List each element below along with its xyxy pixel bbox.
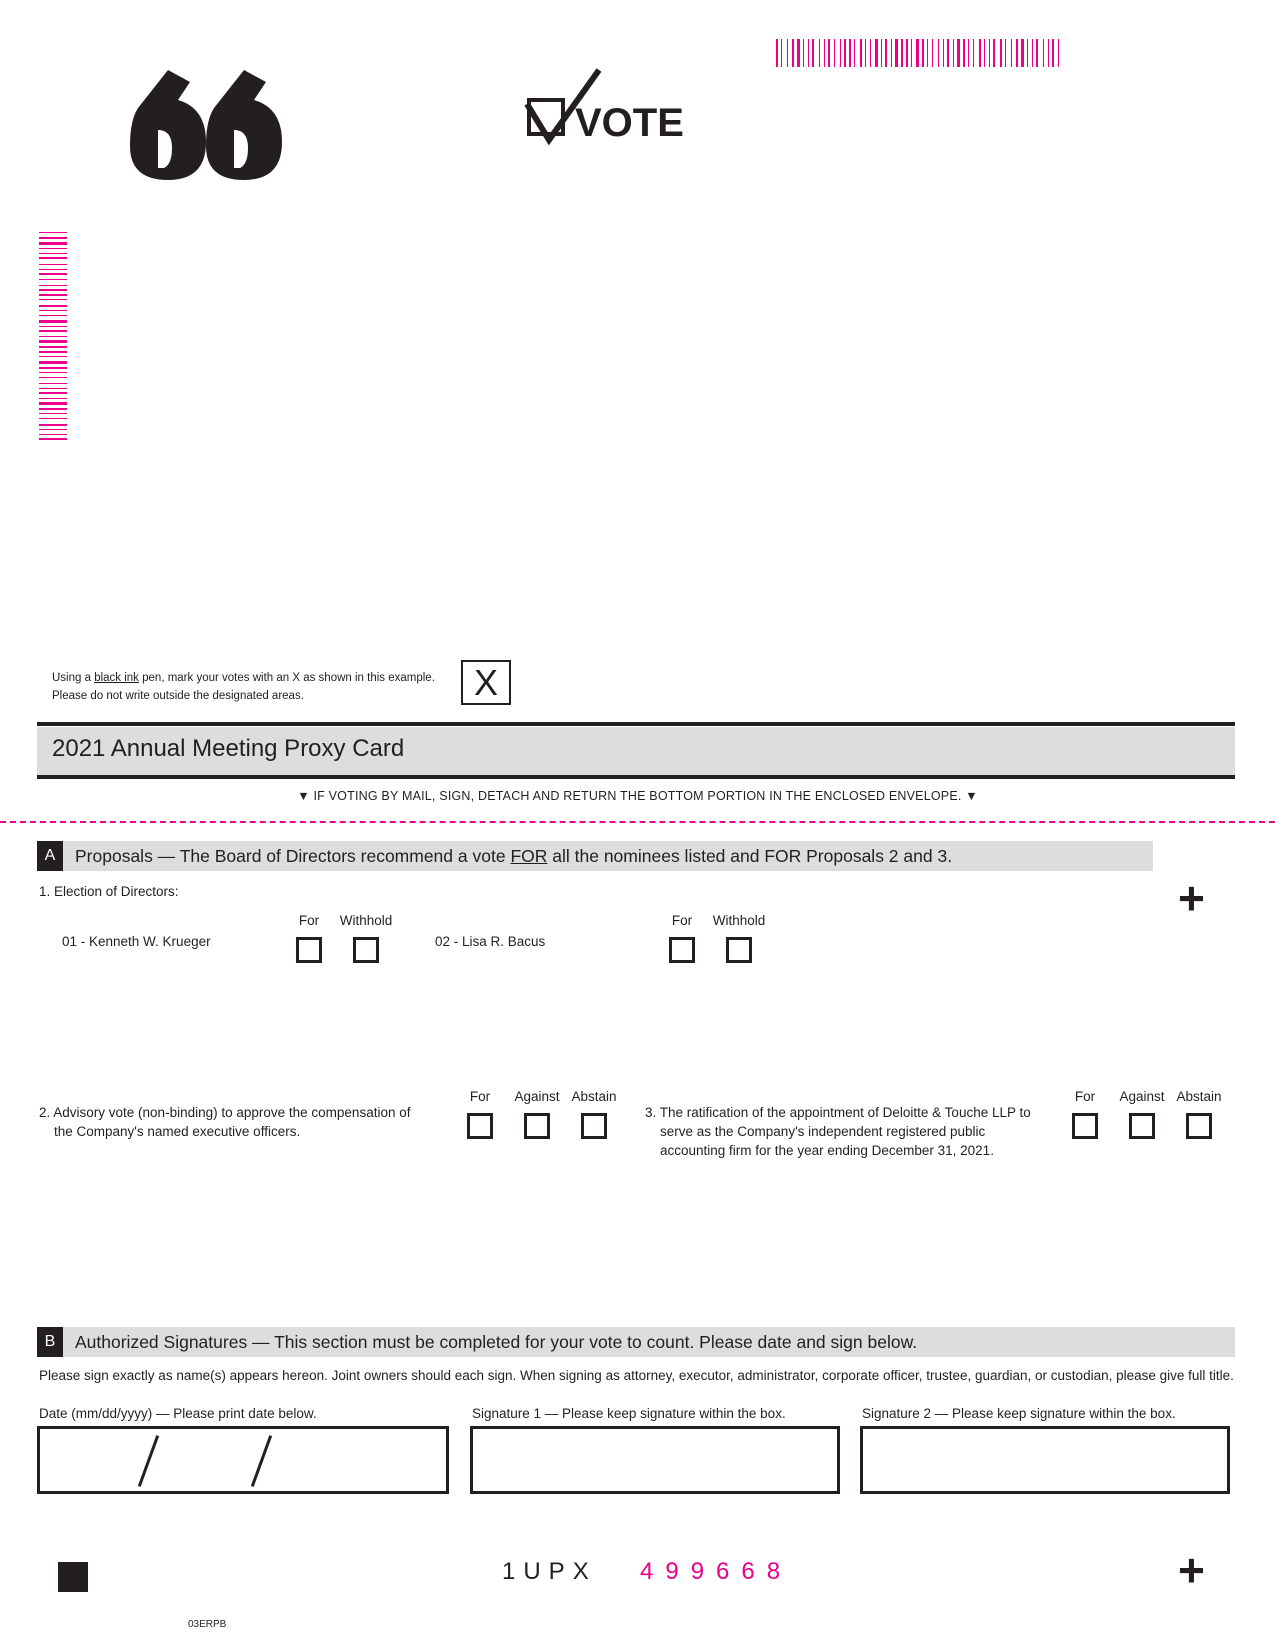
proposal-2-for-label: For [469, 1089, 491, 1104]
date-separator-2 [251, 1435, 272, 1487]
proposal-2-against-label: Against [514, 1089, 560, 1104]
section-a-letter: A [37, 841, 63, 871]
signature-instructions: Please sign exactly as name(s) appears hereon. Joint owners should each sign. When signing as attorney, executor, administrator, corporate officer, trustee, guardian, or custodian, please give full title. [39, 1368, 1234, 1383]
proposal-2-abstain-checkbox[interactable] [581, 1113, 607, 1139]
proposal-3-for-checkbox[interactable] [1072, 1113, 1098, 1139]
form-code: 03ERPB [188, 1619, 227, 1630]
proposal-3-against-label: Against [1119, 1089, 1165, 1104]
proposal-2-against-checkbox[interactable] [524, 1113, 550, 1139]
example-x-mark: X [473, 662, 498, 703]
card-title: 2021 Annual Meeting Proxy Card [52, 735, 405, 762]
signature-2-label: Signature 2 — Please keep signature within the box. [862, 1406, 1176, 1421]
footer-code: 1UPX [502, 1558, 597, 1585]
nominee-2-for-label: For [671, 913, 693, 928]
proposal-3-text [645, 1103, 1031, 1160]
barcode-vertical [39, 228, 67, 442]
nominee-2-for-checkbox[interactable] [669, 937, 695, 963]
section-b-title: Authorized Signatures — This section must be completed for your vote to count. Please date and sign below. [75, 1332, 918, 1352]
section-a-title [75, 841, 952, 871]
instr-line1-a: Using a [52, 672, 95, 684]
proposal-2-text [39, 1103, 410, 1141]
section-a-title-b: all the nominees listed and FOR Proposals 2 and 3. [547, 846, 953, 866]
proposal-3-line1: 3. The ratification of the appointment of Deloitte & Touche LLP to [645, 1105, 1031, 1120]
section-a-title-a: Proposals — The Board of Directors recommend a vote [75, 846, 511, 866]
date-field[interactable] [37, 1426, 449, 1494]
signature-2-field[interactable] [860, 1426, 1230, 1494]
barcode-horizontal [776, 39, 1060, 67]
proposal-2-abstain-label: Abstain [571, 1089, 617, 1104]
perforation-line [0, 821, 1275, 823]
nominee-1-withhold-label: Withhold [339, 913, 393, 928]
title-rule-bottom [37, 775, 1235, 779]
company-logo-icon [128, 68, 284, 182]
title-rule-top [37, 722, 1235, 726]
proposal-3-for-label: For [1074, 1089, 1096, 1104]
section-b-letter: B [37, 1327, 63, 1357]
election-label: 1. Election of Directors: [39, 884, 179, 899]
registration-plus-bottom: + [1178, 1544, 1205, 1596]
mail-instructions: ▼ IF VOTING BY MAIL, SIGN, DETACH AND RETURN THE BOTTOM PORTION IN THE ENCLOSED ENVELOPE. ▼ [297, 789, 978, 803]
nominee-1-name: 01 - Kenneth W. Krueger [62, 934, 211, 949]
proposal-2-for-checkbox[interactable] [467, 1113, 493, 1139]
instr-line1-b: pen, mark your votes with an X as shown in this example. [138, 672, 435, 684]
signature-1-field[interactable] [470, 1426, 840, 1494]
vote-logo-text: VOTE [575, 101, 684, 145]
proposal-3-line2: serve as the Company's independent registered public [660, 1124, 986, 1139]
nominee-1-withhold-checkbox[interactable] [353, 937, 379, 963]
registration-square [58, 1562, 88, 1592]
proposal-2-line2: the Company's named executive officers. [54, 1124, 301, 1139]
nominee-1-for-checkbox[interactable] [296, 937, 322, 963]
proposal-3-abstain-label: Abstain [1176, 1089, 1222, 1104]
marking-instructions [52, 669, 435, 705]
proposal-3-against-checkbox[interactable] [1129, 1113, 1155, 1139]
proposal-2-line1: 2. Advisory vote (non-binding) to approve the compensation of [39, 1105, 411, 1120]
signature-1-label: Signature 1 — Please keep signature within the box. [472, 1406, 786, 1421]
instr-line1-underline: black ink [94, 672, 139, 684]
nominee-2-withhold-checkbox[interactable] [726, 937, 752, 963]
nominee-2-withhold-label: Withhold [712, 913, 766, 928]
nominee-2-name: 02 - Lisa R. Bacus [435, 934, 546, 949]
date-label: Date (mm/dd/yyyy) — Please print date below. [39, 1406, 317, 1421]
proposal-3-abstain-checkbox[interactable] [1186, 1113, 1212, 1139]
vote-logo [527, 68, 684, 146]
section-a-title-ul: FOR [510, 846, 548, 866]
example-x-box [461, 660, 511, 705]
proposal-3-line3: accounting firm for the year ending December 31, 2021. [660, 1143, 994, 1158]
footer-number: 499668 [640, 1558, 793, 1585]
date-separator-1 [138, 1435, 159, 1487]
registration-plus-top: + [1178, 872, 1205, 924]
nominee-1-for-label: For [298, 913, 320, 928]
instr-line2: Please do not write outside the designated areas. [52, 690, 304, 702]
vote-checkbox-logo-icon [527, 68, 684, 146]
